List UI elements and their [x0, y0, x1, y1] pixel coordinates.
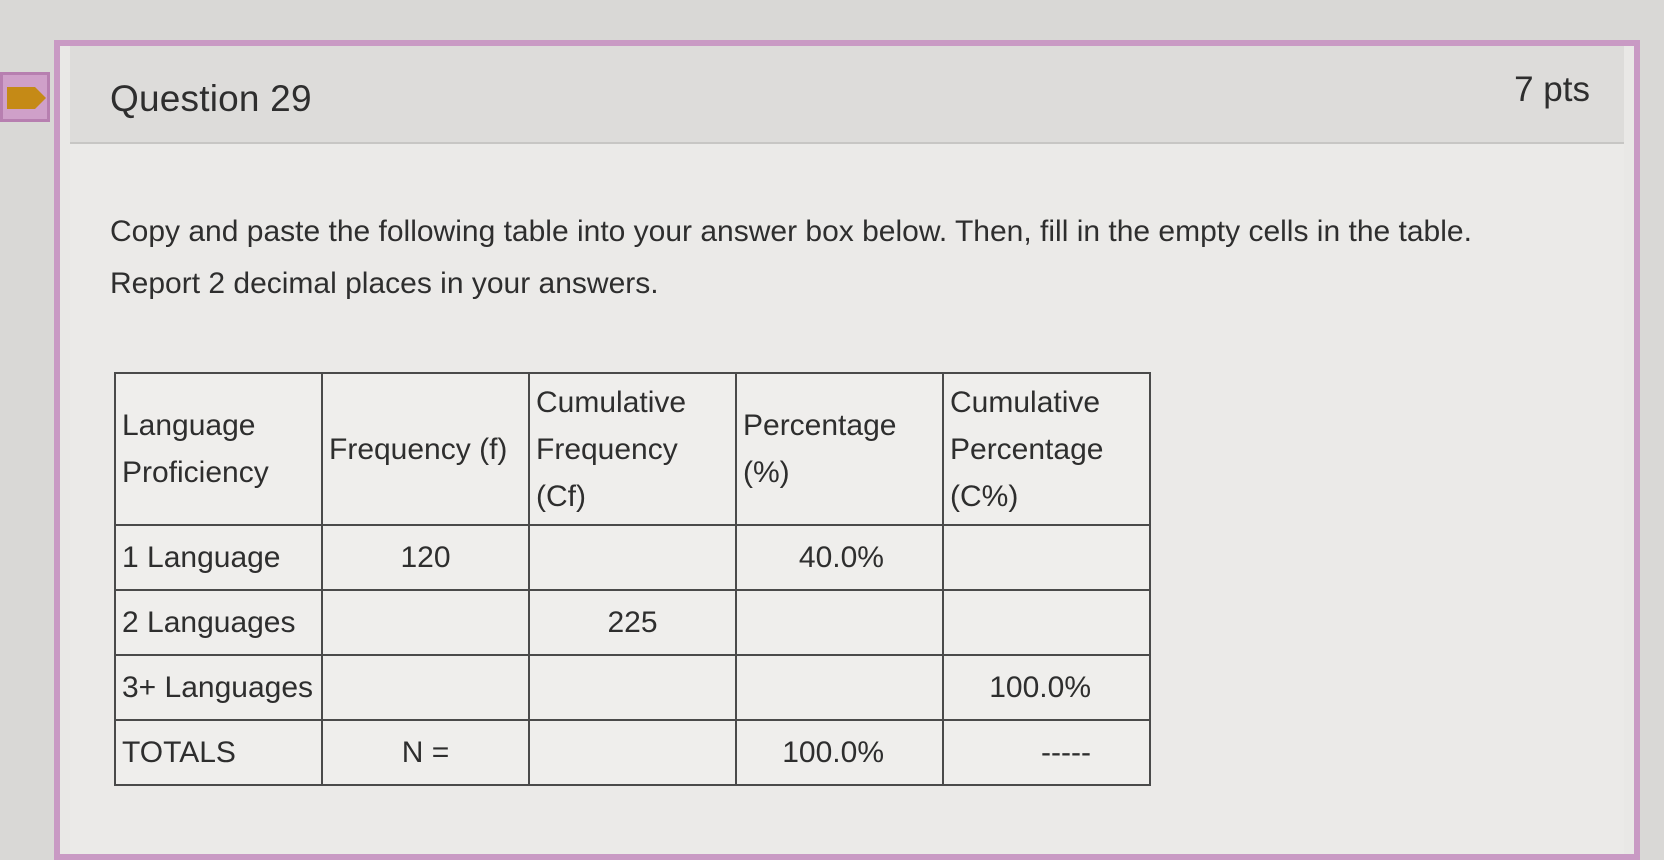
table-cell: 2 Languages	[115, 590, 322, 655]
table-cell	[322, 655, 529, 720]
table-header-cell: Language Proficiency	[115, 373, 322, 525]
table-row	[115, 655, 1150, 720]
table-row	[115, 720, 1150, 785]
table-cell: 120	[322, 525, 529, 590]
table-cell	[529, 655, 736, 720]
table-cell	[529, 720, 736, 785]
question-instructions: Copy and paste the following table into your answer box below. Then, fill in the empty cells in the table. Report 2 decimal places in your answers.	[110, 215, 1472, 300]
question-flag-toggle[interactable]	[0, 72, 50, 122]
table-cell	[736, 655, 943, 720]
question-title: Question 29	[110, 78, 312, 119]
table-cell: N =	[322, 720, 529, 785]
question-header	[70, 46, 1624, 144]
table-cell	[943, 525, 1150, 590]
question-body	[70, 144, 1624, 854]
question-card	[54, 40, 1640, 860]
table-header-cell: Percentage (%)	[736, 373, 943, 525]
table-cell	[736, 590, 943, 655]
table-cell: 3+ Languages	[115, 655, 322, 720]
table-header-cell: Cumulative Percentage (C%)	[943, 373, 1150, 525]
table-header-row	[115, 373, 1150, 525]
table-header-cell: Frequency (f)	[322, 373, 529, 525]
table-cell	[322, 590, 529, 655]
bookmark-flag-tip	[35, 87, 46, 109]
table-cell: -----	[943, 720, 1150, 785]
table-cell: 225	[529, 590, 736, 655]
table-cell: TOTALS	[115, 720, 322, 785]
table-row	[115, 525, 1150, 590]
question-points: 7 pts	[1514, 70, 1590, 109]
table-header-cell: Cumulative Frequency (Cf)	[529, 373, 736, 525]
bookmark-flag-icon	[7, 87, 35, 109]
table-row	[115, 590, 1150, 655]
frequency-table	[114, 372, 1151, 786]
table-cell	[943, 590, 1150, 655]
table-cell: 100.0%	[736, 720, 943, 785]
table-cell: 100.0%	[943, 655, 1150, 720]
table-cell	[529, 525, 736, 590]
table-cell: 40.0%	[736, 525, 943, 590]
table-cell: 1 Language	[115, 525, 322, 590]
